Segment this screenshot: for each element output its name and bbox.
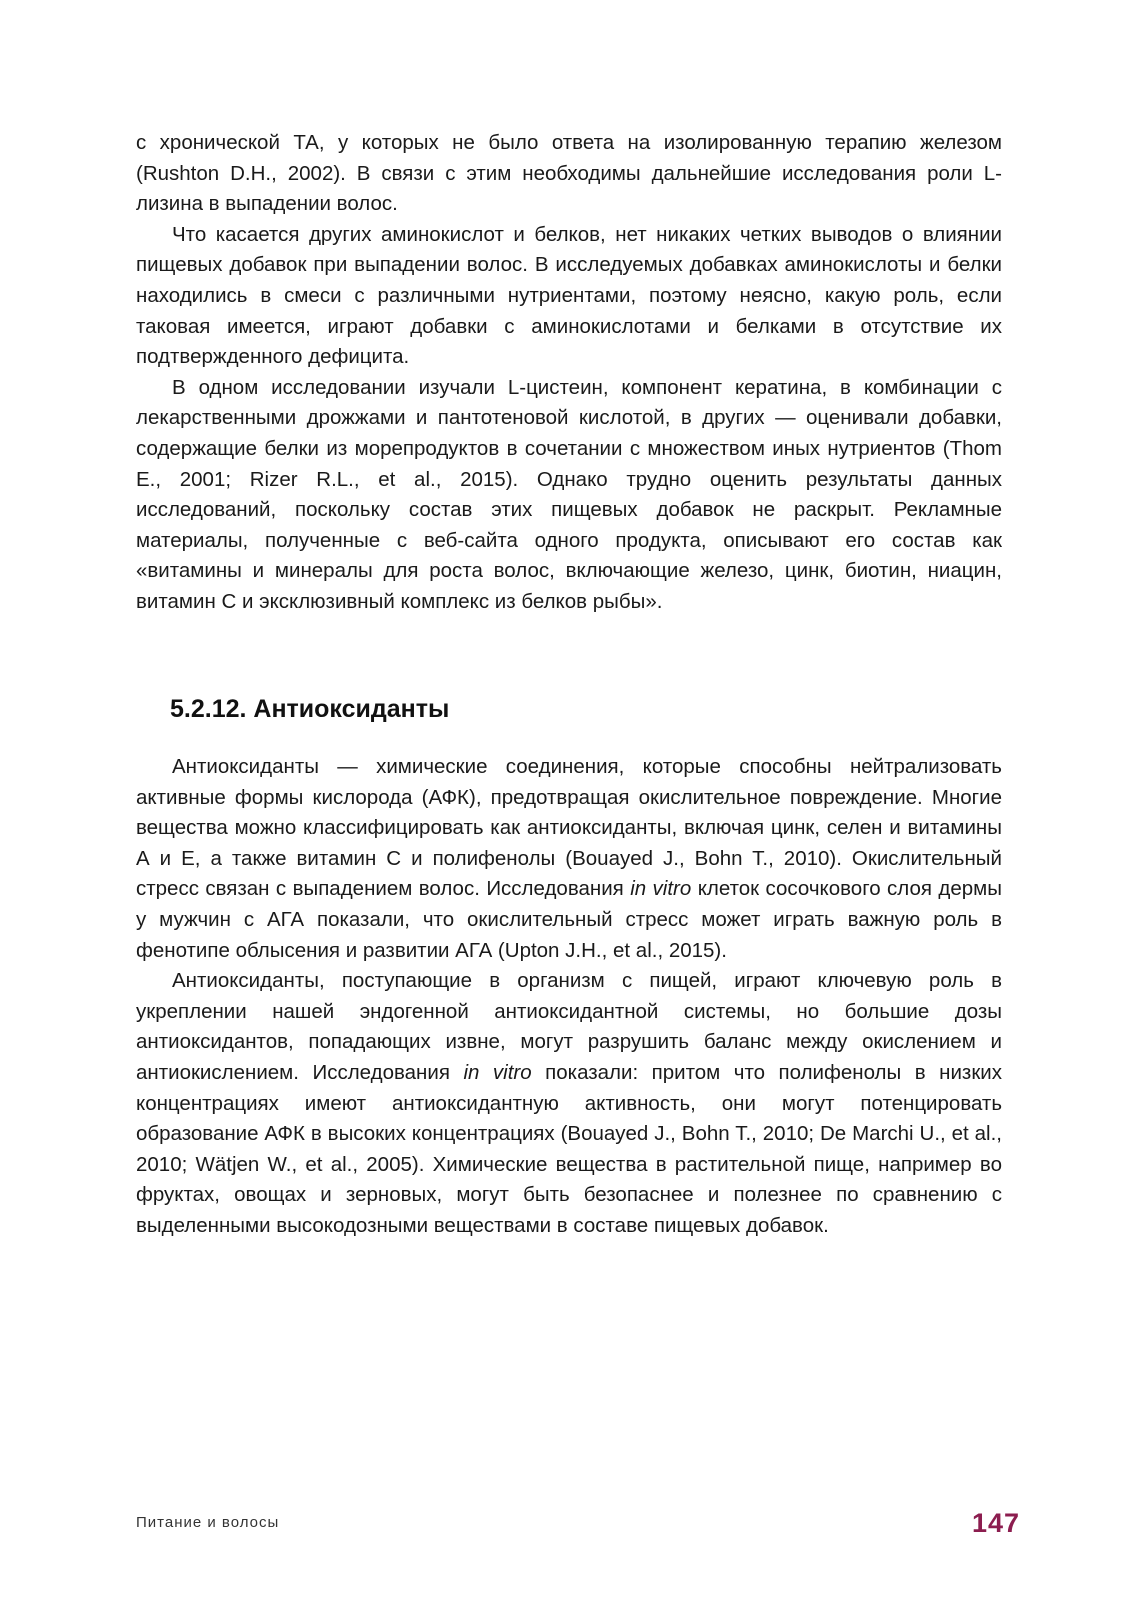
paragraph-2: Что касается других аминокислот и белков, нет никаких четких выводов о влиянии пищевых добавок при выпадении волос. В исследуемых добавках аминокислоты и белки находились в смеси с различными нутриентами, поэтому неясно, какую роль, если таковая имеется, играют добавки с аминокислотами и белками в отсутствие их подтвержденного дефицита.: [136, 222, 1002, 369]
paragraph-3: В одном исследовании изучали L-цистеин, компонент кератина, в комбинации с лекарственными дрожжами и пантотеновой кислотой, в других — оценивали добавки, содержащие белки из морепродуктов в сочетании с множеством иных нутриентов (Thom E., 2001; Rizer R.L., et al., 2015). Однако трудно оценить результаты данных исследований, поскольку состав этих пищевых добавок не раскрыт. Рекламные материалы, полученные с веб-сайта одного продукта, описывают его состав как «витамины и минералы для роста волос, включающие железо, цинк, биотин, ниацин, витамин С и эксклюзивный комплекс из белков рыбы».: [136, 375, 1002, 613]
text-run: Антиоксиданты, поступающие в организм с пищей, играют ключевую роль в укреплении нашей эндогенной антиоксидантной системы, но большие дозы антиоксидантов, попадающих извне, могут разрушить баланс между окислением и антиокислением. Исследования: [136, 969, 1002, 1084]
body-text-bottom: [136, 752, 1002, 1242]
text-run: показали: притом что полифенолы в низких концентрациях имеют антиоксидантную активность, они могут потенцировать образование АФК в высоких концентрациях (Bouayed J., Bohn T., 2010; De Marchi U., et al., 2010; Wätjen W., et al., 2005). Химические вещества в растительной пище, например во фруктах, овощах и зерновых, могут быть безопаснее и полезнее по сравнению с выделенными высокодозными веществами в составе пищевых добавок.: [136, 1060, 1002, 1237]
paragraph-1: с хронической ТА, у которых не было ответа на изолированную терапию железом (Rushton D.H., 2002). В связи с этим необходимы дальнейшие исследования роли L-лизина в выпадении волос.: [136, 131, 1002, 216]
italic-term: in vitro: [630, 877, 692, 901]
text-run: Антиоксиданты — химические соединения, которые способны нейтрализовать активные формы кислорода (АФК), предотвращая окислительное повреждение. Многие вещества можно классифицировать как антиоксиданты, включая цинк, селен и витамины А и Е, а также витамин С и полифенолы (Bouayed J., Bohn T., 2010). Окислительный стресс связан с выпадением волос. Исследования: [136, 755, 1002, 901]
text-run: клеток сосочкового слоя дермы у мужчин с АГА показали, что окислительный стресс может играть важную роль в фенотипе облысения и развитии АГА (Upton J.H., et al., 2015).: [136, 877, 1002, 962]
running-footer-title: Питание и волосы: [136, 1514, 280, 1531]
paragraph-5: [136, 966, 1002, 1241]
body-text-top: [136, 128, 1002, 618]
italic-term: in vitro: [463, 1060, 532, 1084]
paragraph-4: [136, 752, 1002, 966]
page-number: 147: [972, 1508, 1021, 1538]
section-heading: 5.2.12. Антиоксиданты: [170, 695, 450, 723]
